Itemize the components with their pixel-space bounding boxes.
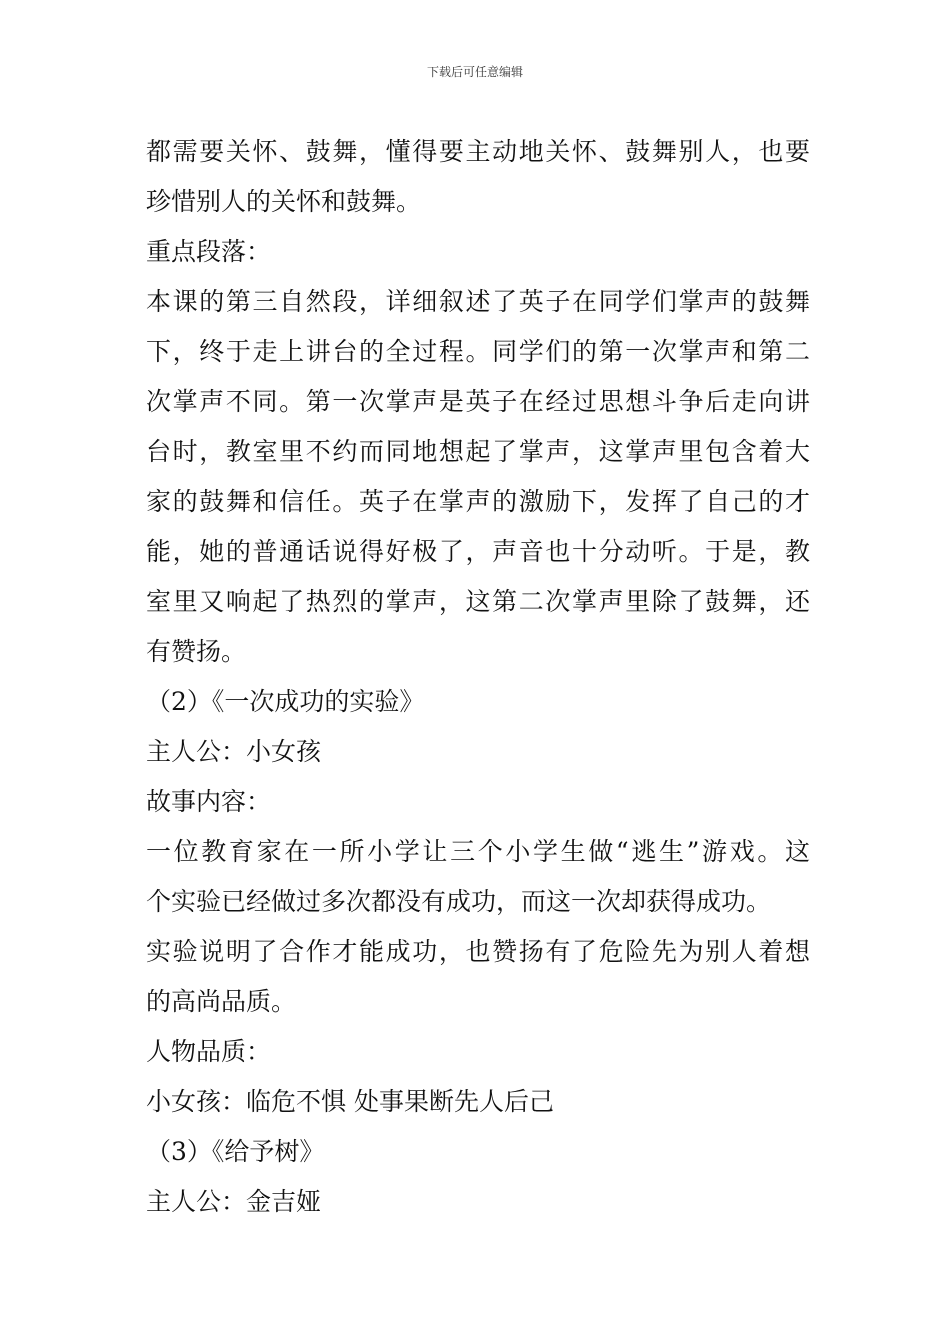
character-quality-line: 小女孩：临危不惧 处事果断先人后己	[146, 1087, 554, 1116]
text-line: 都需要关怀、鼓舞，懂得要主动地关怀、鼓舞别人，也要	[146, 137, 810, 166]
document-body	[146, 127, 810, 1227]
lesson-title: （2）《一次成功的实验》	[146, 687, 425, 716]
text-line: 能，她的普通话说得好极了，声音也十分动听。于是，教	[146, 537, 810, 566]
lesson-title: （3）《给予树》	[146, 1137, 325, 1166]
text-line: 的高尚品质。	[146, 987, 297, 1016]
page-header: 下载后可任意编辑	[426, 65, 523, 79]
text-line: 有赞扬。	[146, 637, 247, 666]
text-line: 个实验已经做过多次都没有成功，而这一次却获得成功。	[146, 887, 772, 916]
text-line: 本课的第三自然段，详细叙述了英子在同学们掌声的鼓舞	[146, 287, 810, 316]
text-line: 室里又响起了热烈的掌声，这第二次掌声里除了鼓舞，还	[146, 587, 810, 616]
text-line: 次掌声不同。第一次掌声是英子在经过思想斗争后走向讲	[146, 387, 810, 416]
text-line: 家的鼓舞和信任。英子在掌声的激励下，发挥了自己的才	[146, 487, 810, 516]
section-heading: 人物品质：	[146, 1037, 272, 1066]
section-heading: 故事内容：	[146, 787, 272, 816]
text-line: 下，终于走上讲台的全过程。同学们的第一次掌声和第二	[146, 337, 810, 366]
section-heading: 重点段落：	[146, 237, 272, 266]
protagonist-line: 主人公：小女孩	[146, 737, 322, 766]
text-line: 一位教育家在一所小学让三个小学生做“逃生”游戏。这	[146, 837, 810, 866]
text-line: 珍惜别人的关怀和鼓舞。	[146, 187, 422, 216]
protagonist-line: 主人公：金吉娅	[146, 1187, 322, 1216]
text-line: 台时，教室里不约而同地想起了掌声，这掌声里包含着大	[146, 437, 810, 466]
text-line: 实验说明了合作才能成功，也赞扬有了危险先为别人着想	[146, 937, 810, 966]
